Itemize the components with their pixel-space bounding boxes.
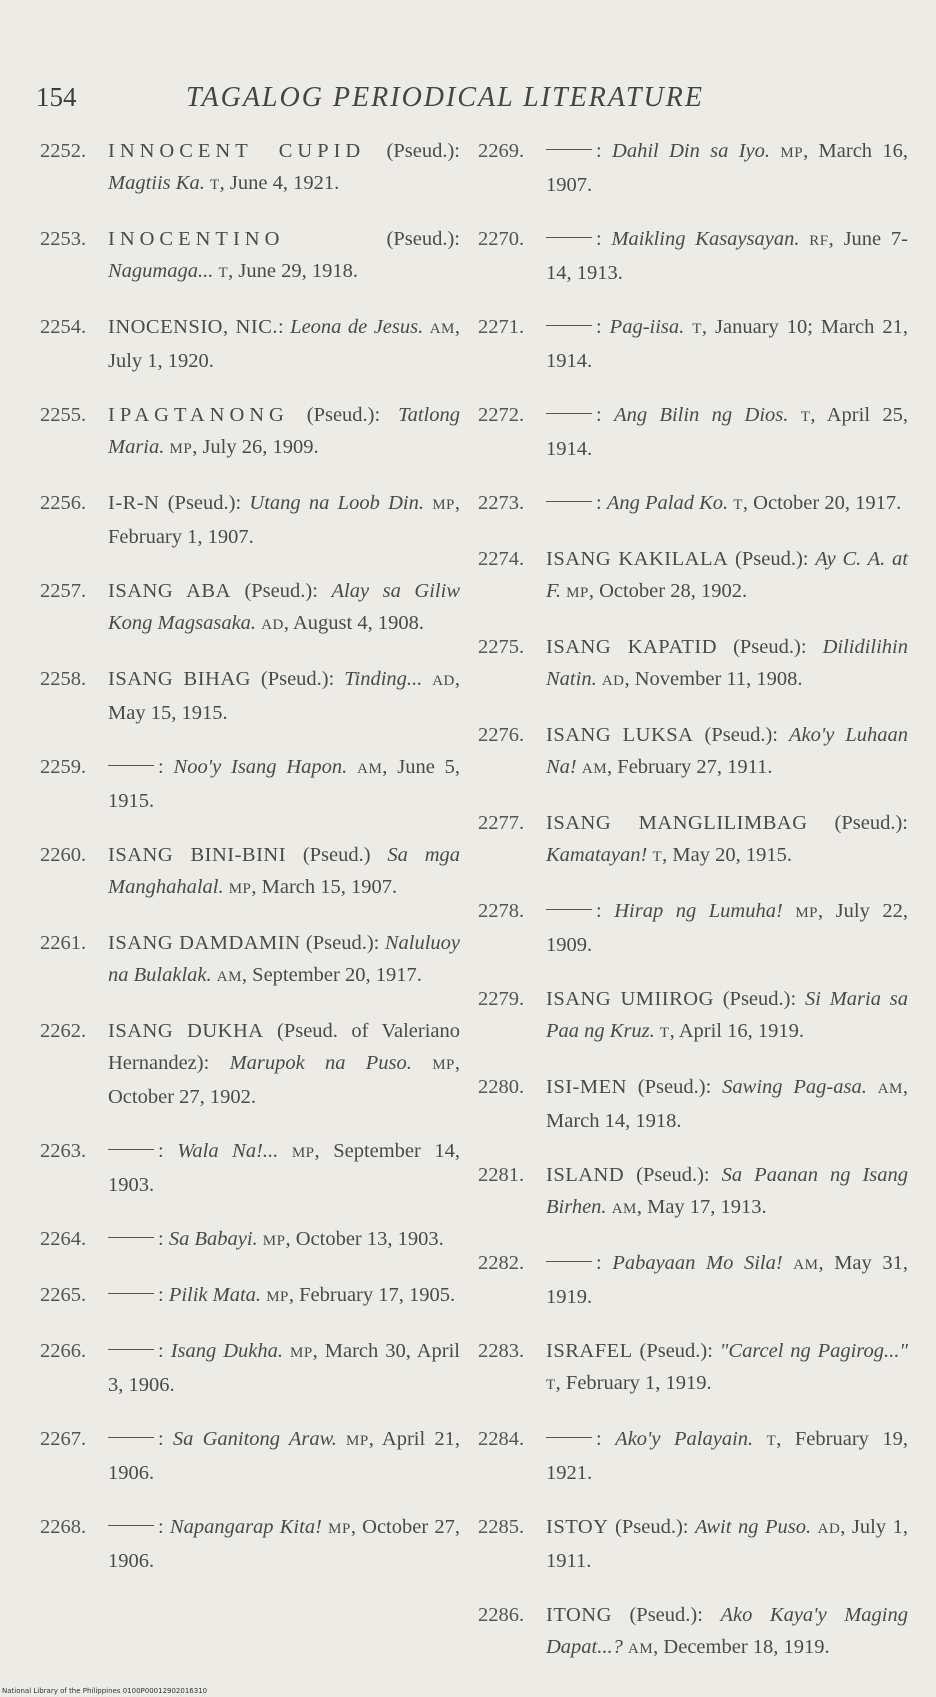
pseudonym-note: (Pseud.): [611, 1604, 721, 1626]
entry-number: 2266. [40, 1340, 87, 1362]
periodical-abbrev: AM [611, 1201, 637, 1217]
entry-body [546, 983, 908, 1049]
work-title: Ako Kaya'y Maging Dapat...? [546, 1604, 909, 1658]
pseudonym-note: (Pseud.): [693, 724, 789, 746]
entry-number: 2259. [40, 756, 87, 778]
entry-number: 2274. [478, 548, 525, 570]
bibliography-entry [478, 807, 908, 873]
pseudonym-note: (Pseud.): [300, 932, 385, 954]
periodical-abbrev: AM [216, 969, 242, 985]
work-title: Pabayaan Mo Sila! [612, 1252, 783, 1274]
bibliography-entry [40, 1423, 460, 1489]
work-title: Kamatayan! [546, 844, 648, 866]
entry-body [108, 751, 460, 817]
publication-date: , December 18, 1919. [653, 1636, 830, 1658]
entry-body [546, 1423, 908, 1489]
author-pseudonym: ISANG DUKHA [108, 1020, 264, 1042]
entry-number: 2260. [40, 844, 87, 866]
bibliography-entry [40, 135, 460, 201]
publication-date: , June 4, 1921. [219, 172, 340, 194]
work-title: Magtiis Ka. [108, 172, 205, 194]
periodical-abbrev: MP [566, 585, 589, 601]
periodical-abbrev: MP [780, 145, 804, 161]
periodical-abbrev: AM [581, 761, 608, 777]
bibliography-entry [40, 1335, 460, 1401]
bibliography-entry [478, 543, 908, 609]
publication-date: , July 1, 1911. [546, 1516, 908, 1572]
entry-number: 2267. [40, 1428, 87, 1450]
publication-date: , October 27, 1902. [108, 1052, 460, 1108]
publication-date: , April 16, 1919. [669, 1020, 804, 1042]
bibliography-entry [478, 1335, 908, 1401]
work-title: Wala Na!... [177, 1140, 279, 1162]
periodical-abbrev: MP [432, 1057, 455, 1073]
bibliography-entry [478, 1247, 908, 1313]
entry-body [546, 1247, 908, 1313]
entry-body [108, 487, 460, 553]
entry-body [546, 719, 908, 785]
periodical-abbrev: T [218, 265, 229, 281]
publication-date: , February 1, 1907. [108, 492, 461, 548]
periodical-abbrev: AD [261, 617, 284, 633]
work-title: Dahil Din sa Iyo. [612, 140, 771, 162]
bibliography-entry [40, 1135, 460, 1201]
bibliography-entry [478, 311, 908, 377]
work-title: Tatlong Maria. [108, 404, 460, 458]
work-title: Ang Bilin ng Dios. [614, 404, 789, 426]
entry-body [546, 311, 908, 377]
work-title: Hirap ng Lumuha! [614, 900, 783, 922]
entry-number: 2276. [478, 724, 525, 746]
work-title: Alay sa Giliw Kong Magsasaka. [108, 580, 460, 634]
entry-number: 2264. [40, 1228, 87, 1250]
entry-body [546, 1071, 908, 1137]
publication-date: , November 11, 1908. [624, 668, 803, 690]
periodical-abbrev: T [546, 1377, 556, 1393]
entry-body [546, 223, 908, 289]
pseudonym-note: (Pseud.): [624, 1164, 722, 1186]
entry-number: 2277. [478, 812, 525, 834]
entry-number: 2268. [40, 1516, 87, 1538]
right-column [478, 135, 908, 1687]
entry-body [108, 575, 460, 641]
bibliography-entry [478, 399, 908, 465]
work-title: Si Maria sa Paa ng Kruz. [546, 988, 909, 1042]
entry-body [108, 1015, 460, 1113]
entry-body [108, 1335, 460, 1401]
periodical-abbrev: MP [262, 1233, 286, 1249]
pseudonym-note: : [596, 228, 612, 250]
periodical-abbrev: AM [793, 1257, 819, 1273]
periodical-abbrev: MP [328, 1521, 351, 1537]
ditto-dash [108, 1349, 154, 1350]
bibliography-entry [478, 223, 908, 289]
author-pseudonym: ITONG [546, 1604, 612, 1626]
publication-date: , June 5, 1915. [108, 756, 461, 812]
publication-date: , July 26, 1909. [192, 436, 319, 458]
pseudonym-note: (Pseud.): [728, 548, 816, 570]
ditto-dash [108, 1237, 154, 1238]
bibliography-entry [40, 487, 460, 553]
work-title: Noo'y Isang Hapon. [173, 756, 348, 778]
bibliography-entry [478, 719, 908, 785]
work-title: Sa Paanan ng Isang Birhen. [546, 1164, 909, 1218]
entry-number: 2285. [478, 1516, 525, 1538]
ditto-dash [546, 1261, 592, 1262]
publication-date: , February 1, 1919. [555, 1372, 712, 1394]
left-column [40, 135, 460, 1599]
bibliography-entry [40, 927, 460, 993]
author-pseudonym: INNOCENT CUPID [108, 140, 366, 162]
author-pseudonym: ISANG UMIIROG [546, 988, 714, 1010]
entry-number: 2255. [40, 404, 87, 426]
work-title: Leona de Jesus. [290, 316, 424, 338]
periodical-abbrev: AD [817, 1521, 841, 1537]
pseudonym-note: (Pseud.): [230, 580, 332, 602]
work-title: Dilidilihin Natin. [546, 636, 908, 690]
work-title: Naluluoy na Bulaklak. [108, 932, 460, 986]
entry-body [108, 1423, 460, 1489]
author-pseudonym: ISANG KAKILALA [546, 548, 729, 570]
bibliography-entry [40, 223, 460, 289]
pseudonym-note: (Pseud.): [365, 140, 461, 162]
author-pseudonym: ISANG ABA [108, 580, 231, 602]
bibliography-entry [40, 575, 460, 641]
ditto-dash [546, 1437, 592, 1438]
work-title: Sa mga Manghahalal. [108, 844, 460, 898]
entry-number: 2262. [40, 1020, 87, 1042]
periodical-abbrev: MP [266, 1289, 289, 1305]
work-title: Ako'y Palayain. [615, 1428, 754, 1450]
work-title: Sa Ganitong Araw. [172, 1428, 337, 1450]
pseudonym-note: (Pseud.): [632, 1340, 720, 1362]
entry-body [108, 1223, 460, 1257]
periodical-abbrev: RF [809, 233, 829, 249]
ditto-dash [108, 1525, 154, 1526]
ditto-dash [546, 909, 592, 910]
author-pseudonym: ISANG DAMDAMIN [108, 932, 301, 954]
author-pseudonym: INOCENTINO [108, 228, 285, 250]
entry-number: 2269. [478, 140, 525, 162]
entry-body [546, 1511, 908, 1577]
author-pseudonym: ISANG BIHAG [108, 668, 251, 690]
entry-number: 2263. [40, 1140, 87, 1162]
publication-date: , October 13, 1903. [285, 1228, 444, 1250]
pseudonym-note: (Pseud.): [284, 228, 460, 250]
author-pseudonym: ISRAFEL [546, 1340, 633, 1362]
pseudonym-note: (Pseud.): [713, 988, 805, 1010]
work-title: Nagumaga... [108, 260, 214, 282]
bibliography-entry [478, 1071, 908, 1137]
publication-date: , March 30, April 3, 1906. [108, 1340, 460, 1396]
publication-date: , May 31, 1919. [546, 1252, 909, 1308]
publication-date: , March 14, 1918. [546, 1076, 909, 1132]
periodical-abbrev: MP [169, 441, 193, 457]
pseudonym-note: : [158, 1516, 170, 1538]
entry-body [108, 399, 460, 465]
periodical-abbrev: MP [291, 1145, 315, 1161]
pseudonym-note: (Pseud.): [807, 812, 908, 834]
publication-date: , February 19, 1921. [546, 1428, 908, 1484]
periodical-abbrev: MP [795, 905, 819, 921]
publication-date: , May 15, 1915. [108, 668, 461, 724]
periodical-abbrev: MP [346, 1433, 369, 1449]
work-title: Sa Babayi. [168, 1228, 258, 1250]
page-header [36, 82, 896, 122]
entry-number: 2286. [478, 1604, 525, 1626]
pseudonym-note: : [158, 1340, 171, 1362]
entry-body [108, 663, 460, 729]
ditto-dash [108, 1437, 154, 1438]
ditto-dash [108, 765, 154, 766]
work-title: Awit ng Puso. [694, 1516, 812, 1538]
work-title: "Carcel ng Pagirog..." [719, 1340, 909, 1362]
periodical-abbrev: MP [228, 881, 252, 897]
bibliography-entry [40, 311, 460, 377]
pseudonym-note: (Pseud.): [717, 636, 823, 658]
publication-date: , June 7-14, 1913. [546, 228, 909, 284]
publication-date: , July 1, 1920. [108, 316, 460, 372]
periodical-abbrev: AM [628, 1641, 654, 1657]
pseudonym-note: : [596, 1428, 616, 1450]
pseudonym-note: : [158, 756, 174, 778]
bibliography-entry [40, 1511, 460, 1577]
bibliography-entry [478, 135, 908, 201]
bibliography-entry [478, 1159, 908, 1225]
pseudonym-note: : [596, 140, 613, 162]
entry-number: 2270. [478, 228, 525, 250]
ditto-dash [108, 1149, 154, 1150]
entry-body [108, 839, 460, 905]
publication-date: , May 17, 1913. [636, 1196, 767, 1218]
ditto-dash [108, 1293, 154, 1294]
entry-number: 2281. [478, 1164, 525, 1186]
entry-number: 2252. [40, 140, 87, 162]
entry-number: 2275. [478, 636, 525, 658]
pseudonym-note: (Pseud.): [250, 668, 345, 690]
author-pseudonym: ISANG KAPATID [546, 636, 718, 658]
pseudonym-note: (Pseud. of Valeriano Hernandez): [108, 1020, 460, 1074]
publication-date: , May 20, 1915. [662, 844, 792, 866]
ditto-dash [546, 325, 592, 326]
work-title: Ako'y Luhaan Na! [546, 724, 909, 778]
publication-date: , August 4, 1908. [283, 612, 424, 634]
work-title: Marupok na Puso. [229, 1052, 412, 1074]
entry-body [546, 543, 908, 609]
bibliography-entry [40, 399, 460, 465]
pseudonym-note: (Pseud.): [159, 492, 250, 514]
bibliography-entry [40, 663, 460, 729]
ditto-dash [546, 501, 592, 502]
publication-date: , September 20, 1917. [241, 964, 422, 986]
bibliography-entry [40, 751, 460, 817]
scan-footer: National Library of the Philippines 0100P00012902016310 [2, 1687, 208, 1695]
ditto-dash [546, 413, 592, 414]
pseudonym-note: (Pseud.): [626, 1076, 723, 1098]
author-pseudonym: ISI-MEN [546, 1076, 627, 1098]
pseudonym-note: : [596, 492, 607, 514]
entry-body [546, 631, 908, 697]
bibliography-entry [478, 487, 908, 521]
entry-number: 2256. [40, 492, 87, 514]
bibliography-entry [40, 1223, 460, 1257]
periodical-abbrev: AM [357, 761, 383, 777]
entry-body [546, 1335, 908, 1401]
entry-number: 2257. [40, 580, 87, 602]
pseudonym-note: : [596, 404, 615, 426]
entry-number: 2261. [40, 932, 87, 954]
pseudonym-note: : [596, 1252, 613, 1274]
work-title: Sawing Pag-asa. [722, 1076, 867, 1098]
publication-date: , March 16, 1907. [546, 140, 909, 196]
bibliography-entry [478, 1423, 908, 1489]
author-pseudonym: ISLAND [546, 1164, 625, 1186]
pseudonym-note: : [596, 316, 610, 338]
author-pseudonym: I-R-N [108, 492, 160, 514]
entry-number: 2279. [478, 988, 525, 1010]
page-number: 154 [36, 82, 77, 112]
periodical-abbrev: T [733, 497, 743, 513]
entry-body [546, 135, 908, 201]
pseudonym-note: : [158, 1428, 173, 1450]
publication-date: , October 20, 1917. [742, 492, 902, 514]
entry-number: 2273. [478, 492, 525, 514]
work-title: Ang Palad Ko. [606, 492, 729, 514]
author-pseudonym: ISANG LUKSA [546, 724, 694, 746]
entry-body [108, 311, 460, 377]
bibliography-entry [40, 839, 460, 905]
bibliography-entry [40, 1015, 460, 1113]
entry-body [108, 135, 460, 201]
pseudonym-note: : [278, 316, 291, 338]
entry-number: 2271. [478, 316, 525, 338]
entry-body [546, 807, 908, 873]
author-pseudonym: INOCENSIO, NIC. [108, 316, 278, 338]
entry-body [108, 223, 460, 289]
pseudonym-note: (Pseud.): [288, 404, 399, 426]
entry-number: 2254. [40, 316, 87, 338]
pseudonym-note: (Pseud.): [608, 1516, 695, 1538]
bibliography-entry [478, 1599, 908, 1665]
entry-number: 2258. [40, 668, 87, 690]
publication-date: , February 27, 1911. [607, 756, 773, 778]
ditto-dash [546, 237, 592, 238]
publication-date: , April 25, 1914. [546, 404, 909, 460]
publication-date: , July 22, 1909. [546, 900, 908, 956]
running-title: TAGALOG PERIODICAL LITERATURE [186, 82, 704, 113]
pseudonym-note: (Pseud.) [286, 844, 388, 866]
pseudonym-note: : [596, 900, 615, 922]
periodical-abbrev: AD [601, 673, 625, 689]
entry-body [546, 1159, 908, 1225]
entry-number: 2283. [478, 1340, 525, 1362]
entry-number: 2265. [40, 1284, 87, 1306]
entry-number: 2282. [478, 1252, 525, 1274]
bibliography-entry [478, 1511, 908, 1577]
periodical-abbrev: MP [289, 1345, 313, 1361]
entry-body [546, 895, 908, 961]
periodical-abbrev: T [209, 177, 220, 193]
entry-body [108, 1511, 460, 1577]
entry-number: 2272. [478, 404, 525, 426]
periodical-abbrev: AM [877, 1081, 903, 1097]
periodical-abbrev: AM [429, 321, 455, 337]
periodical-abbrev: T [659, 1025, 670, 1041]
publication-date: , June 29, 1918. [228, 260, 358, 282]
pseudonym-note: : [158, 1284, 169, 1306]
periodical-abbrev: T [800, 409, 811, 425]
work-title: Ay C. A. at F. [546, 548, 909, 602]
bibliography-entry [478, 983, 908, 1049]
entry-number: 2284. [478, 1428, 525, 1450]
publication-date: , April 21, 1906. [108, 1428, 460, 1484]
work-title: Maikling Kasaysayan. [611, 228, 800, 250]
entry-body [108, 1135, 460, 1201]
periodical-abbrev: T [766, 1433, 777, 1449]
entry-body [108, 927, 460, 993]
pseudonym-note: : [158, 1228, 169, 1250]
work-title: Pag-iisa. [609, 316, 685, 338]
entry-body [546, 399, 908, 465]
periodical-abbrev: AD [432, 673, 455, 689]
work-title: Pilik Mata. [168, 1284, 262, 1306]
bibliography-entry [40, 1279, 460, 1313]
bibliography-entry [478, 631, 908, 697]
work-title: Isang Dukha. [170, 1340, 283, 1362]
ditto-dash [546, 149, 592, 150]
publication-date: , September 14, 1903. [108, 1140, 461, 1196]
pseudonym-note: : [158, 1140, 178, 1162]
publication-date: , October 27, 1906. [108, 1516, 460, 1572]
author-pseudonym: ISANG MANGLILIMBAG [546, 812, 808, 834]
entry-number: 2253. [40, 228, 87, 250]
entry-number: 2278. [478, 900, 525, 922]
entry-body [546, 487, 908, 521]
work-title: Napangarap Kita! [169, 1516, 322, 1538]
publication-date: , February 17, 1905. [288, 1284, 456, 1306]
bibliography-entry [478, 895, 908, 961]
periodical-abbrev: T [692, 321, 702, 337]
author-pseudonym: ISTOY [546, 1516, 609, 1538]
periodical-abbrev: MP [432, 497, 455, 513]
periodical-abbrev: T [652, 849, 663, 865]
entry-number: 2280. [478, 1076, 525, 1098]
entry-body [108, 1279, 460, 1313]
author-pseudonym: ISANG BINI-BINI [108, 844, 287, 866]
work-title: Tinding... [344, 668, 423, 690]
work-title: Utang na Loob Din. [249, 492, 424, 514]
publication-date: , October 28, 1902. [588, 580, 748, 602]
publication-date: , January 10; March 21, 1914. [546, 316, 909, 372]
publication-date: , March 15, 1907. [251, 876, 398, 898]
author-pseudonym: IPAGTANONG [108, 404, 289, 426]
entry-body [546, 1599, 908, 1665]
